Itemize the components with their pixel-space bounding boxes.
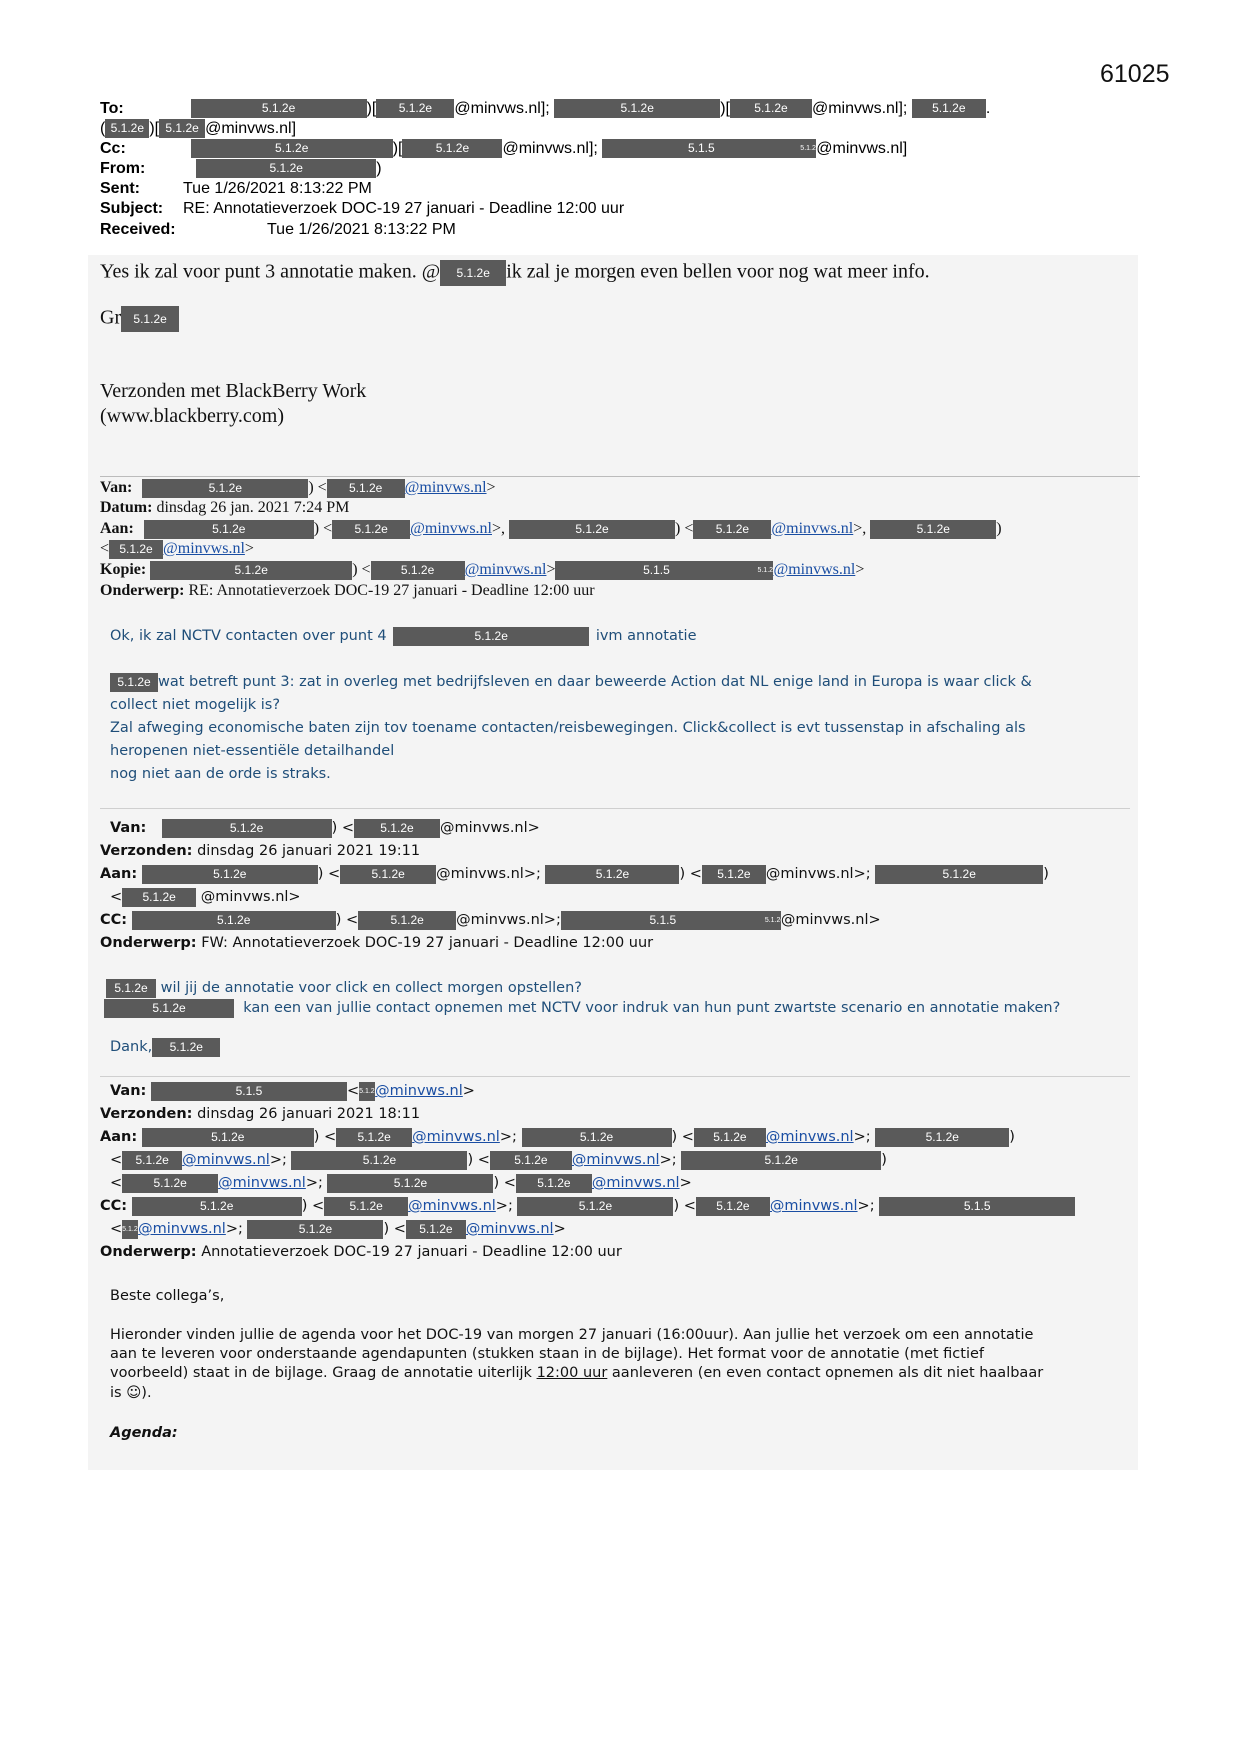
separator — [100, 1076, 1130, 1077]
redaction-box: 5.1.2e — [327, 479, 405, 498]
van-label: Van: — [100, 479, 133, 496]
redaction-box-small: 5.1.2e — [359, 1082, 375, 1101]
reply-text-continued: ik zal je morgen even bellen voor nog wat meer info. — [506, 260, 930, 283]
email-domain: @minvws.nl]; — [502, 140, 598, 157]
email-link[interactable]: @minvws.nl — [138, 1221, 226, 1237]
redaction-box: 5.1.2e — [159, 119, 205, 138]
separator — [100, 476, 1140, 477]
sent-row — [100, 179, 372, 199]
email-link[interactable]: @minvws.nl — [771, 520, 854, 537]
redaction-box: 5.1.2e — [406, 1220, 466, 1239]
agenda-heading: Agenda: — [110, 1425, 178, 1441]
redaction-box: 5.1.2e — [354, 819, 440, 838]
redaction-box-small: 5.1.2e — [800, 139, 816, 158]
email-text: @minvws.nl>; — [436, 866, 541, 882]
redaction-box: 5.1.2e — [516, 1174, 592, 1193]
email-text: @minvws.nl> — [439, 820, 540, 836]
redaction-box-small: 5.1.2e — [122, 1220, 138, 1239]
redaction-box: 5.1.2e — [152, 1038, 220, 1057]
redaction-box: 5.1.2e — [694, 1128, 766, 1147]
email-link[interactable]: @minvws.nl — [408, 1198, 496, 1214]
redaction-box: 5.1.2e — [247, 1220, 383, 1239]
redaction-box: 5.1.2e — [162, 819, 332, 838]
email-link[interactable]: @minvws.nl — [410, 520, 492, 537]
redaction-box: 5.1.2e — [106, 979, 156, 998]
redaction-box: 5.1.2e — [109, 540, 163, 559]
subject-label: Subject: — [100, 200, 164, 217]
redaction-box: 5.1.2e — [522, 1128, 672, 1147]
email-link[interactable]: @minvws.nl — [412, 1129, 500, 1145]
redaction-box: 5.1.2e — [681, 1151, 881, 1170]
reply-text: Yes ik zal voor punt 3 annotatie maken. @ — [100, 260, 441, 283]
email-link[interactable]: @minvws.nl — [163, 540, 245, 557]
redaction-box: 5.1.2e — [121, 306, 179, 332]
msg3-aan-row: Aan: 5.1.2e ) < 5.1.2e @minvws.nl>; 5.1.2e ) < 5.1.2e @minvws.nl>; 5.1.2e ) — [100, 866, 1049, 882]
redaction-box: 5.1.2e — [191, 99, 367, 118]
msg3-cc-row: CC: 5.1.2e ) < 5.1.2e @minvws.nl>; 5.1.5 5.1.2e@minvws.nl> — [100, 912, 881, 928]
para-line-2: aan te leveren voor onderstaande agendapunten (stukken staan in de bijlage). Het format voor de annotatie (met fictief — [110, 1346, 985, 1362]
para-text: voorbeeld) staat in de bijlage. Graag de annotatie uiterlijk — [110, 1365, 532, 1381]
reply-line — [100, 260, 930, 286]
subject-row — [100, 199, 625, 219]
redaction-box: 5.1.2e — [132, 911, 336, 930]
aan-label: Aan: — [100, 1129, 138, 1145]
email-link[interactable]: @minvws.nl — [591, 1175, 680, 1191]
redaction-box: 5.1.2e — [402, 139, 502, 158]
email-link[interactable]: @minvws.nl — [465, 1221, 554, 1237]
msg2-body-line5: heropenen niet-essentiële detailhandel — [110, 743, 395, 759]
email-link[interactable]: @minvws.nl — [769, 1198, 858, 1214]
redaction-box: 5.1.2e — [142, 1128, 314, 1147]
msg3-verzonden-row — [100, 841, 420, 861]
email-link[interactable]: @minvws.nl — [182, 1152, 270, 1168]
msg2-body-line6: nog niet aan de orde is straks. — [110, 766, 331, 782]
msg4-verzonden-row — [100, 1104, 420, 1124]
redaction-box: 5.1.2e — [730, 99, 812, 118]
email-domain: @minvws.nl]; — [811, 100, 908, 117]
separator — [100, 808, 1130, 809]
cc-label: CC: — [100, 912, 128, 928]
email-link[interactable]: @minvws.nl — [571, 1152, 660, 1168]
redaction-box: 5.1.2e — [142, 865, 318, 884]
van-label: Van: — [110, 820, 147, 836]
redaction-box: 5.1.5 — [555, 561, 757, 580]
msg3-onderwerp-row — [100, 933, 653, 953]
van-label: Van: — [110, 1083, 147, 1099]
redaction-box: 5.1.2e — [196, 159, 376, 178]
redaction-box: 5.1.2e — [517, 1197, 673, 1216]
msg2-aan-row: Aan: 5.1.2e ) < 5.1.2e @minvws.nl>, 5.1.2e ) < 5.1.2e @minvws.nl>, 5.1.2e ) — [100, 520, 1002, 537]
email-text: @minvws.nl> — [200, 889, 301, 905]
para-line-3 — [110, 1363, 1043, 1383]
datum-value: dinsdag 26 jan. 2021 7:24 PM — [156, 499, 350, 516]
onderwerp-value: FW: Annotatieverzoek DOC-19 27 januari - Deadline 12:00 uur — [201, 935, 654, 951]
verzonden-label: Verzonden: — [100, 843, 193, 859]
verzonden-value: dinsdag 26 januari 2021 18:11 — [197, 1106, 421, 1122]
msg4-cc-row-2: <5.1.2e@minvws.nl>; 5.1.2e ) < 5.1.2e @minvws.nl> — [110, 1221, 566, 1237]
email-text: @minvws.nl>; — [456, 912, 561, 928]
onderwerp-value: Annotatieverzoek DOC-19 27 januari - Deadline 12:00 uur — [201, 1244, 622, 1260]
redaction-box: 5.1.2e — [693, 520, 771, 539]
msg4-cc-row: CC: 5.1.2e ) < 5.1.2e @minvws.nl>; 5.1.2e ) < 5.1.2e @minvws.nl>; 5.1.5 — [100, 1196, 1075, 1216]
redaction-box: 5.1.2e — [393, 627, 589, 646]
kopie-label: Kopie: — [100, 561, 147, 578]
to-label: To: — [100, 100, 124, 117]
redaction-box: 5.1.2e — [358, 911, 456, 930]
email-link[interactable]: @minvws.nl — [404, 479, 487, 496]
redaction-box: 5.1.2e — [191, 139, 393, 158]
msg4-onderwerp-row — [100, 1242, 622, 1262]
body-text: wat betreft punt 3: zat in overleg met bedrijfsleven en daar beweerde Action dat NL enige land in Europa is waar click & — [158, 674, 1032, 690]
cc-label: CC: — [100, 1198, 128, 1214]
received-label: Received: — [100, 221, 176, 238]
msg3-aan-row-continued: < 5.1.2e @minvws.nl> — [110, 889, 301, 905]
to-row: To: 5.1.2e )[ 5.1.2e @minvws.nl]; 5.1.2e )[ 5.1.2e @minvws.nl]; 5.1.2e . — [100, 100, 991, 117]
subject-value: RE: Annotatieverzoek DOC-19 27 januari - Deadline 12:00 uur — [183, 200, 625, 217]
redaction-box: 5.1.2e — [912, 99, 986, 118]
msg2-onderwerp-row — [100, 581, 595, 601]
msg2-body-line2 — [110, 672, 1032, 692]
email-domain: @minvws.nl] — [816, 140, 908, 157]
email-domain: @minvws.nl] — [205, 120, 297, 137]
onderwerp-label: Onderwerp: — [100, 582, 185, 599]
msg2-aan-row-continued: < 5.1.2e @minvws.nl> — [100, 540, 254, 557]
redaction-box: 5.1.2e — [122, 1151, 182, 1170]
email-link[interactable]: @minvws.nl — [464, 561, 547, 578]
verzonden-label: Verzonden: — [100, 1106, 193, 1122]
msg2-body-line1 — [110, 626, 697, 646]
aan-label: Aan: — [100, 520, 134, 537]
redaction-box: 5.1.2e — [324, 1197, 408, 1216]
body-text: ivm annotatie — [595, 628, 697, 644]
redaction-box: 5.1.2e — [509, 520, 675, 539]
para-line-4: is ☺). — [110, 1385, 152, 1401]
redaction-box: 5.1.2e — [332, 520, 410, 539]
redaction-box: 5.1.2e — [875, 865, 1043, 884]
msg3-body-line2 — [104, 998, 1060, 1018]
redaction-box: 5.1.2e — [490, 1151, 572, 1170]
received-value: Tue 1/26/2021 8:13:22 PM — [267, 221, 456, 238]
redaction-box: 5.1.2e — [110, 673, 158, 692]
msg2-van-row: Van: 5.1.2e ) < 5.1.2e @minvws.nl> — [100, 479, 496, 496]
body-text: kan een van jullie contact opnemen met NCTV voor indruk van hun punt zwartste scenario en annotatie maken? — [243, 1000, 1061, 1016]
redaction-box: 5.1.2e — [327, 1174, 493, 1193]
redaction-box: 5.1.2e — [150, 561, 352, 580]
redaction-box: 5.1.2e — [870, 520, 996, 539]
cc-row: Cc: 5.1.2e )[ 5.1.2e @minvws.nl]; 5.1.5 5.1.2e@minvws.nl] — [100, 140, 908, 157]
msg2-kopie-row: Kopie: 5.1.2e ) < 5.1.2e @minvws.nl> 5.1.5 5.1.2e@minvws.nl> — [100, 561, 865, 578]
redaction-box: 5.1.5 — [561, 911, 765, 930]
msg3-van-row: Van: 5.1.2e ) < 5.1.2e @minvws.nl> — [110, 820, 540, 836]
email-text: @minvws.nl> — [780, 912, 881, 928]
from-row: From: 5.1.2e ) — [100, 160, 382, 177]
email-text: @minvws.nl>; — [765, 866, 871, 882]
redaction-box: 5.1.2e — [340, 865, 436, 884]
redaction-box: 5.1.2e — [122, 888, 196, 907]
email-link[interactable]: @minvws.nl — [375, 1083, 463, 1099]
redaction-box: 5.1.2e — [132, 1197, 302, 1216]
redaction-box: 5.1.2e — [371, 561, 465, 580]
redaction-box: 5.1.5 — [602, 139, 800, 158]
document-number: 61025 — [1100, 60, 1170, 88]
onderwerp-label: Onderwerp: — [100, 1244, 197, 1260]
verzonden-value: dinsdag 26 januari 2021 19:11 — [197, 843, 421, 859]
msg4-aan-row-3: < 5.1.2e @minvws.nl>; 5.1.2e ) < 5.1.2e @minvws.nl> — [110, 1175, 692, 1191]
salutation: Beste collega’s, — [110, 1288, 225, 1304]
redaction-box: 5.1.2e — [142, 479, 308, 498]
redaction-box: 5.1.2e — [696, 1197, 770, 1216]
redaction-box: 5.1.2e — [875, 1128, 1009, 1147]
redaction-box: 5.1.2e — [440, 260, 506, 286]
aan-label: Aan: — [100, 866, 138, 882]
signature-line-1: Verzonden met BlackBerry Work — [100, 380, 367, 402]
redaction-box-small: 5.1.2e — [765, 911, 781, 930]
msg3-dank — [110, 1037, 220, 1057]
cc-label: Cc: — [100, 140, 126, 157]
received-row — [100, 220, 456, 240]
body-text: Ok, ik zal NCTV contacten over punt 4 — [110, 628, 387, 644]
email-domain: @minvws.nl]; — [454, 100, 550, 117]
datum-label: Datum: — [100, 499, 153, 516]
msg2-body-line3: collect niet mogelijk is? — [110, 697, 281, 713]
redaction-box: 5.1.2e — [122, 1174, 218, 1193]
msg4-aan-row: Aan: 5.1.2e ) < 5.1.2e @minvws.nl>; 5.1.2e ) < 5.1.2e @minvws.nl>; 5.1.2e ) — [100, 1129, 1015, 1145]
onderwerp-label: Onderwerp: — [100, 935, 197, 951]
signature-line-2: (www.blackberry.com) — [100, 405, 284, 427]
para-text: aanleveren (en even contact opnemen als dit niet haalbaar — [611, 1365, 1044, 1381]
dank-text: Dank, — [110, 1039, 153, 1055]
reply-greeting — [100, 306, 179, 332]
msg2-body-line4: Zal afweging economische baten zijn tov toename contacten/reisbewegingen. Click&collect is evt tussenstap in afschaling als — [110, 720, 1026, 736]
from-label: From: — [100, 160, 146, 177]
message-body-area — [88, 255, 1138, 1470]
redaction-box: 5.1.2e — [336, 1128, 412, 1147]
redaction-box-small: 5.1.2e — [757, 561, 773, 580]
msg2-datum-row — [100, 498, 349, 518]
onderwerp-value: RE: Annotatieverzoek DOC-19 27 januari - Deadline 12:00 uur — [188, 582, 595, 599]
msg3-body-line1 — [106, 978, 582, 998]
redaction-box: 5.1.2e — [554, 99, 720, 118]
email-link[interactable]: @minvws.nl — [218, 1175, 306, 1191]
greeting-text: Gr — [100, 306, 122, 329]
to-row-continued: ( 5.1.2e )[ 5.1.2e @minvws.nl] — [100, 120, 297, 137]
para-line-1: Hieronder vinden jullie de agenda voor het DOC-19 van morgen 27 januari (16:00uur). Aan jullie het verzoek om een annotatie — [110, 1327, 1034, 1343]
sent-value: Tue 1/26/2021 8:13:22 PM — [183, 180, 372, 197]
redaction-box: 5.1.2e — [291, 1151, 467, 1170]
redaction-box: 5.1.5 — [879, 1197, 1075, 1216]
body-text: wil jij de annotatie voor click en collect morgen opstellen? — [160, 980, 582, 996]
msg4-aan-row-2: < 5.1.2e @minvws.nl>; 5.1.2e ) < 5.1.2e @minvws.nl>; 5.1.2e ) — [110, 1152, 887, 1168]
email-link[interactable]: @minvws.nl — [773, 561, 856, 578]
email-link[interactable]: @minvws.nl — [765, 1129, 854, 1145]
deadline-text: 12:00 uur — [536, 1365, 608, 1381]
redaction-box: 5.1.5 — [151, 1082, 347, 1101]
redaction-box: 5.1.2e — [702, 865, 766, 884]
redaction-box: 5.1.2e — [545, 865, 679, 884]
redaction-box: 5.1.2e — [104, 999, 234, 1018]
redaction-box: 5.1.2e — [105, 119, 149, 138]
msg4-van-row: Van: 5.1.5 <5.1.2e@minvws.nl> — [110, 1083, 475, 1099]
redaction-box: 5.1.2e — [144, 520, 314, 539]
sent-label: Sent: — [100, 180, 140, 197]
redaction-box: 5.1.2e — [376, 99, 454, 118]
